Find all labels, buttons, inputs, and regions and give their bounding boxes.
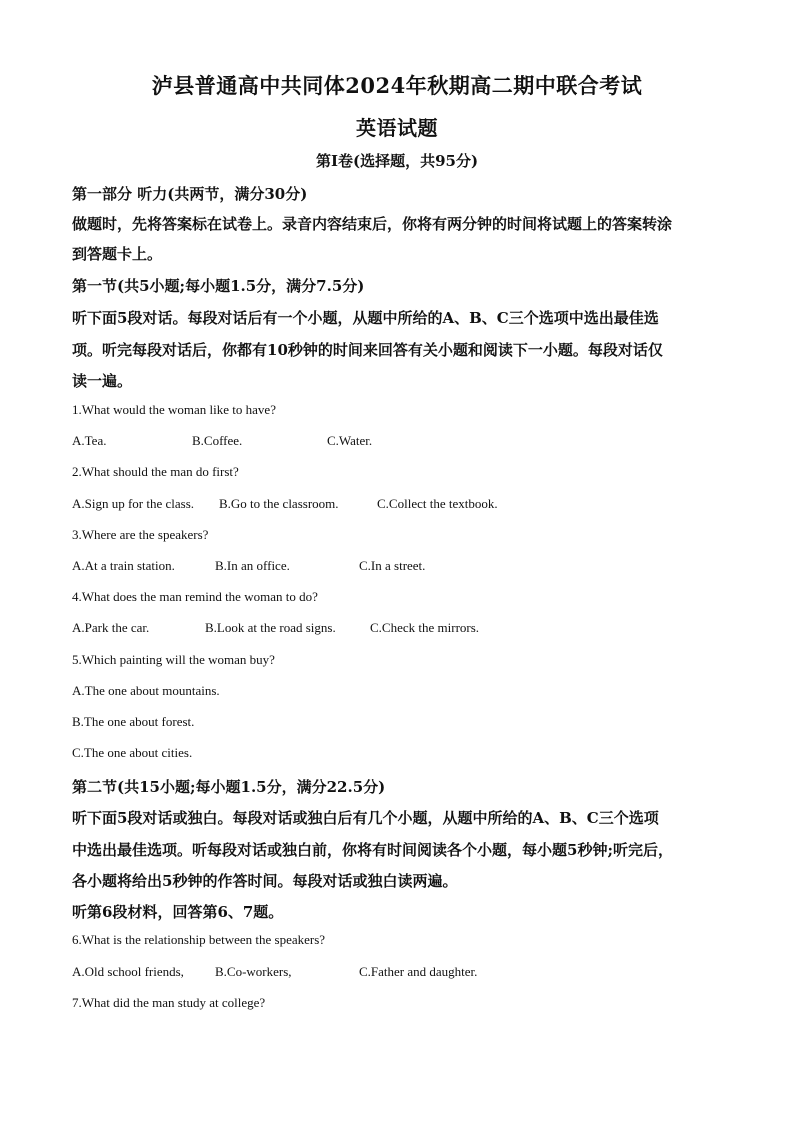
question-stem: 7.What did the man study at college? xyxy=(72,995,266,1010)
option-b: B.Co-workers, xyxy=(215,964,292,979)
option-c: C.Water. xyxy=(327,433,373,448)
part1-instruction-line: 到答题卡上。 xyxy=(72,245,163,263)
option-c: C.Check the mirrors. xyxy=(370,620,480,635)
option-a: A.Sign up for the class. xyxy=(72,496,195,511)
section2-instruction-line: 中选出最佳选项。听每段对话或独白前，你将有时间阅读各个小题，每小题5秒钟;听完后， xyxy=(72,841,673,859)
option-a: A.Park the car. xyxy=(72,620,150,635)
section2-instruction-line: 听下面5段对话或独白。每段对话或独白后有几个小题，从题中所给的A、B、C三个选项 xyxy=(72,809,659,827)
question-stem: 4.What does the man remind the woman to do? xyxy=(72,589,318,604)
question-stem: 6.What is the relationship between the speakers? xyxy=(72,932,326,947)
exam-title: 泸县普通高中共同体2024年秋期高二期中联合考试 xyxy=(151,73,643,98)
option-a: A.Tea. xyxy=(72,433,107,448)
subject-title: 英语试题 xyxy=(356,116,438,140)
section1-instruction-line: 听下面5段对话。每段对话后有一个小题，从题中所给的A、B、C三个选项中选出最佳选 xyxy=(72,309,659,327)
volume-heading: 第Ⅰ卷(选择题，共95分) xyxy=(315,152,479,170)
section1-heading: 第一节(共5小题;每小题1.5分，满分7.5分) xyxy=(72,277,365,295)
option-a: A.At a train station. xyxy=(72,558,175,573)
option-b: B.Look at the road signs. xyxy=(205,620,336,635)
question-stem: 1.What would the woman like to have? xyxy=(72,402,276,417)
section1-instruction-line: 项。听完每段对话后，你都有10秒钟的时间来回答有关小题和阅读下一小题。每段对话仅 xyxy=(72,341,663,359)
part1-instruction-line: 做题时，先将答案标在试卷上。录音内容结束后，你将有两分钟的时间将试题上的答案转涂 xyxy=(72,215,673,233)
question-stem: 3.Where are the speakers? xyxy=(72,527,209,542)
option-c: C.In a street. xyxy=(359,558,426,573)
option-b: B.In an office. xyxy=(215,558,290,573)
section2-instruction-line: 各小题将给出5秒钟的作答时间。每段对话或独白读两遍。 xyxy=(72,872,458,890)
option-b: B.Go to the classroom. xyxy=(219,496,339,511)
section2-heading: 第二节(共15小题;每小题1.5分，满分22.5分) xyxy=(72,778,386,796)
option-a: A.The one about mountains. xyxy=(72,683,220,698)
option-b: B.Coffee. xyxy=(192,433,243,448)
option-c: C.Father and daughter. xyxy=(359,964,478,979)
section1-instruction-line: 读一遍。 xyxy=(72,372,133,390)
option-a: A.Old school friends, xyxy=(72,964,184,979)
option-c: C.Collect the textbook. xyxy=(377,496,498,511)
option-b: B.The one about forest. xyxy=(72,714,195,729)
part1-heading: 第一部分 听力(共两节，满分30分) xyxy=(72,185,308,203)
option-c: C.The one about cities. xyxy=(72,745,193,760)
question-stem: 5.Which painting will the woman buy? xyxy=(72,652,275,667)
material-heading: 听第6段材料，回答第6、7题。 xyxy=(72,903,284,921)
question-stem: 2.What should the man do first? xyxy=(72,464,239,479)
